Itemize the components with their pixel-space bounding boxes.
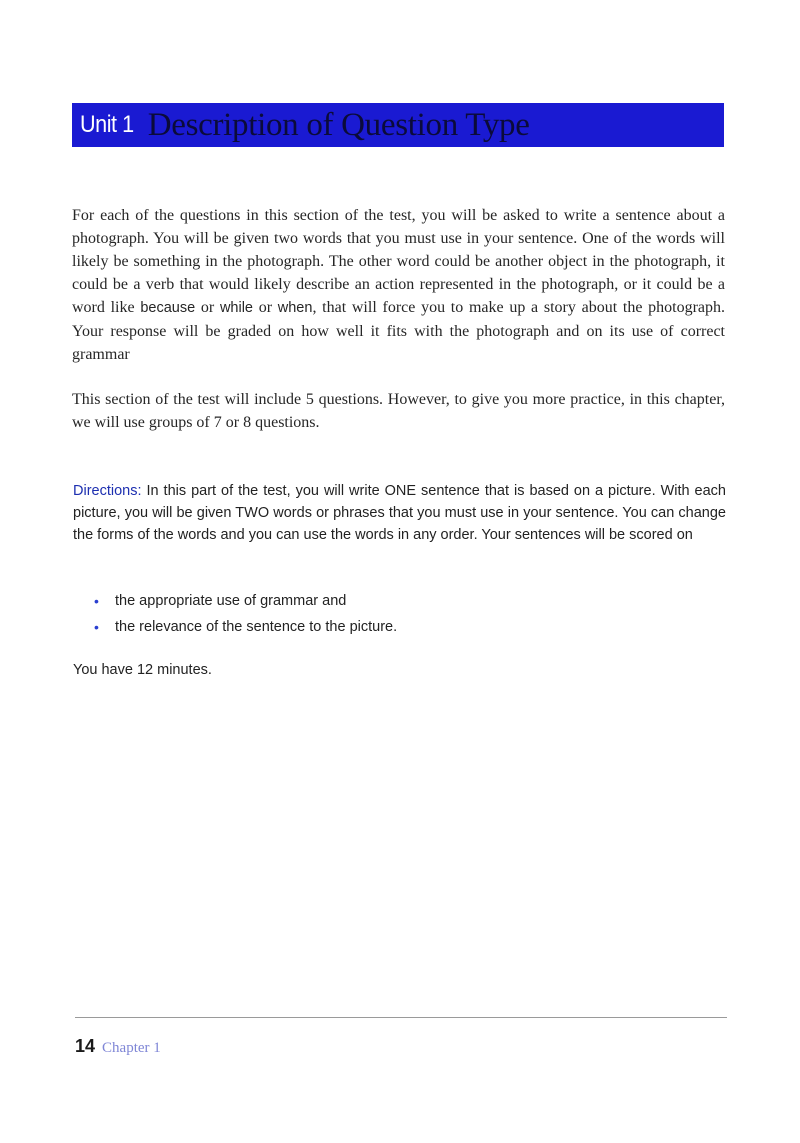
scoring-criteria-list <box>94 588 397 640</box>
chapter-label: Chapter 1 <box>102 1040 161 1056</box>
intro-text-part1: For each of the questions in this section of the test, you will be asked to write a sentence about a photograph. You will be given two words that you must use in your sentence. One of the words will likely be something in the photograph. The other word could be another object in the photograph, it could be a verb that would likely describe an action represented in the photograph, or it could be a word like <box>72 207 725 316</box>
page-number: 14 <box>75 1036 96 1056</box>
keyword-when: when <box>277 300 313 316</box>
intro-or-1: or <box>195 299 220 316</box>
page-title: Description of Question Type <box>147 106 530 143</box>
list-item <box>94 614 397 640</box>
unit-banner <box>72 103 724 147</box>
keyword-while: while <box>219 300 253 316</box>
time-limit-note: You have 12 minutes. <box>73 662 212 678</box>
directions-text: In this part of the test, you will write ONE sentence that is based on a picture. With each picture, you will be given TWO words or phrases that you must use in your sentence. You can change the forms of the words and you can use the words in any order. Your sentences will be scored on <box>73 483 726 543</box>
keyword-because: because <box>140 300 196 316</box>
directions-label: Directions: <box>73 483 142 499</box>
list-item <box>94 588 397 614</box>
intro-text-part2: , that will force you to make up a story about the photograph. Your response will be graded on how well it fits with the photograph and on its use of correct grammar <box>72 299 726 363</box>
intro-paragraph-1 <box>72 204 725 366</box>
list-item-text: the relevance of the sentence to the picture. <box>115 619 398 635</box>
footer-divider <box>75 1017 727 1018</box>
bullet-icon: • <box>94 593 99 609</box>
bullet-icon: • <box>94 619 99 635</box>
page-footer <box>75 1036 161 1057</box>
directions-paragraph <box>73 480 726 546</box>
intro-paragraph-2: This section of the test will include 5 questions. However, to give you more practice, in this chapter, we will use groups of 7 or 8 questions. <box>72 391 725 431</box>
unit-label: Unit 1 <box>80 111 134 138</box>
intro-or-2: or <box>252 299 278 316</box>
list-item-text: the appropriate use of grammar and <box>115 593 347 609</box>
